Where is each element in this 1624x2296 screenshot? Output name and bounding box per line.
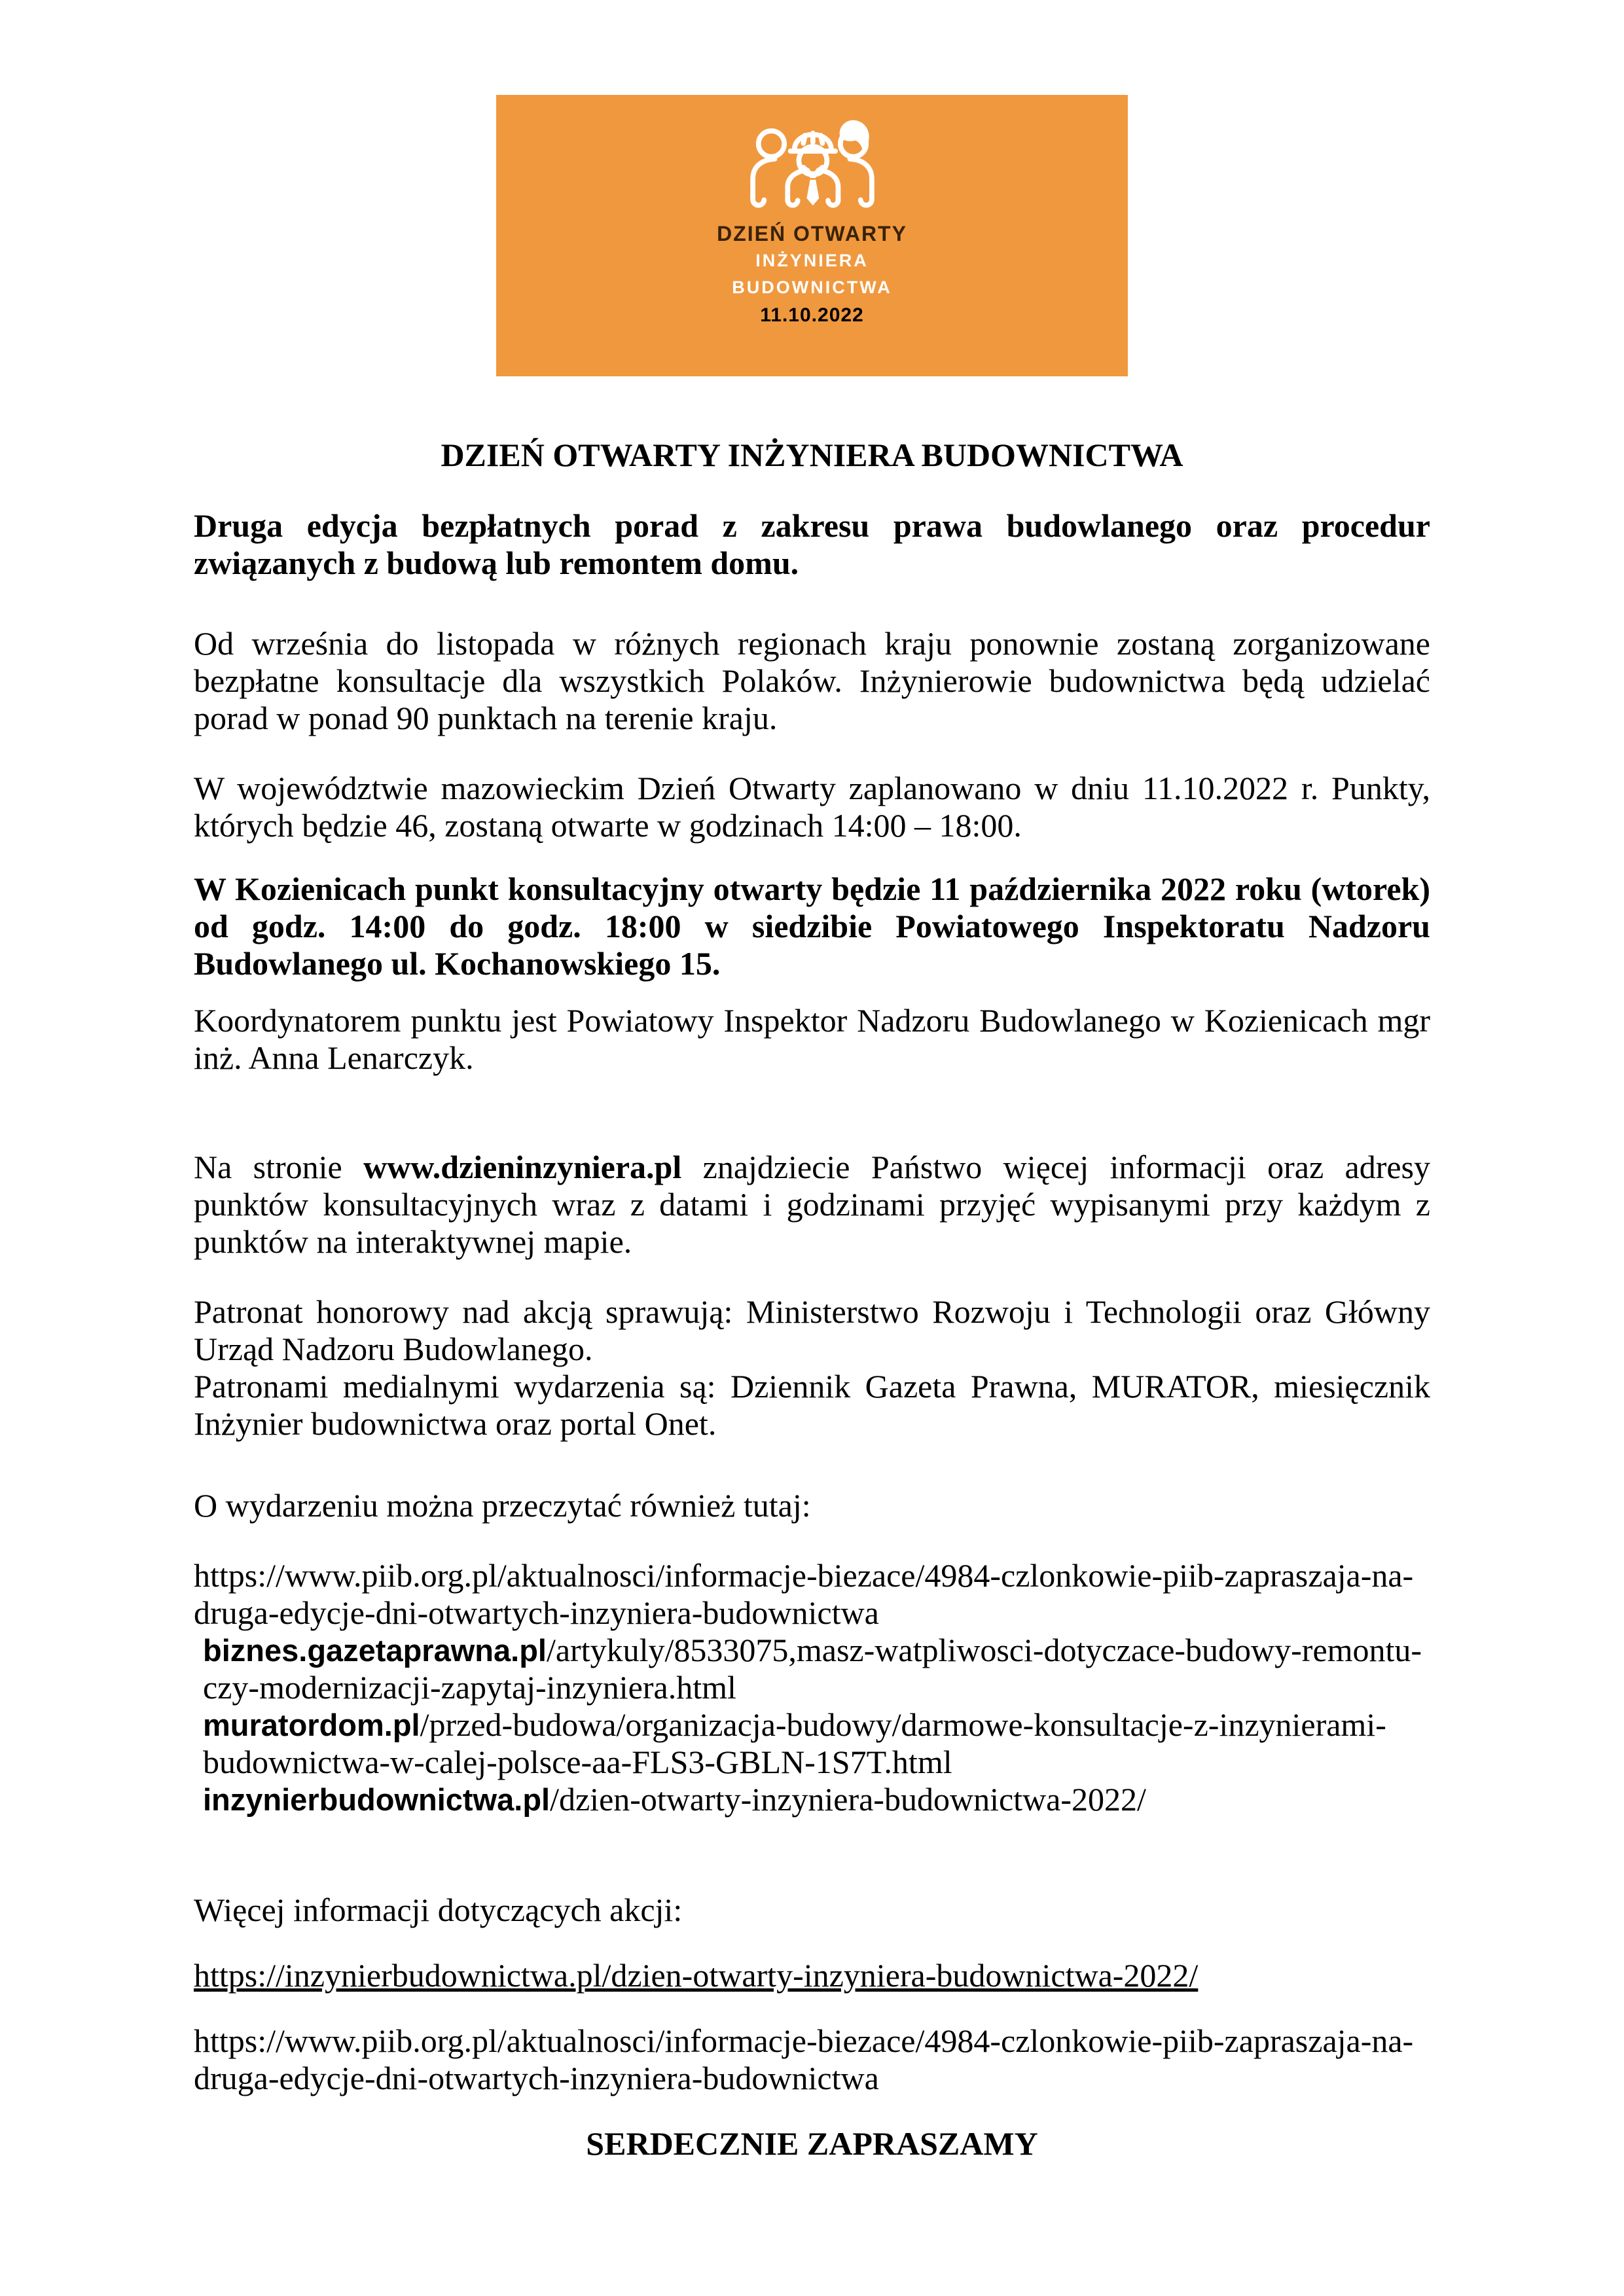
page-title: DZIEŃ OTWARTY INŻYNIERA BUDOWNICTWA	[441, 437, 1183, 473]
link-piib: https://www.piib.org.pl/aktualnosci/informacje-biezace/4984-czlonkowie-piib-zapraszaja-na-druga-edycje-dni-otwartych-inzyniera-budownictwa	[194, 1557, 1414, 1631]
link-muratordom	[194, 1706, 1430, 1781]
muratordom-path: /przed-budowa/organizacja-budowy/darmowe-konsultacje-z-inzynierami-budownictwa-w-calej-polsce-aa-FLS3-GBLN-1S7T.html	[203, 1706, 1386, 1780]
gazetaprawna-path: /artykuly/8533075,masz-watpliwosci-dotyczace-budowy-remontu-czy-modernizacji-zapytaj-inzyniera.html	[203, 1632, 1422, 1706]
paragraph-more-info: Więcej informacji dotyczących akcji:	[194, 1892, 683, 1928]
paragraph-intro-bold: Druga edycja bezpłatnych porad z zakresu prawa budowlanego oraz procedur związanych z budową lub remontem domu.	[194, 507, 1430, 581]
paragraph-koordynator: Koordynatorem punktu jest Powiatowy Inspektor Nadzoru Budowlanego w Kozienicach mgr inż. Anna Lenarczyk.	[194, 1002, 1430, 1076]
muratordom-domain: muratordom.pl	[203, 1708, 420, 1742]
gazetaprawna-domain: biznes.gazetaprawna.pl	[203, 1633, 547, 1668]
link-gazetaprawna	[194, 1632, 1430, 1706]
logo-subtitle-1: INŻYNIERA	[755, 251, 869, 270]
paragraph-read-more: O wydarzeniu można przeczytać również tutaj:	[194, 1487, 811, 1524]
link-piib-repeat: https://www.piib.org.pl/aktualnosci/informacje-biezace/4984-czlonkowie-piib-zapraszaja-na-druga-edycje-dni-otwartych-inzyniera-budownictwa	[194, 2022, 1414, 2096]
website-domain-bold: www.dzieninzyniera.pl	[363, 1149, 682, 1185]
logo-title: DZIEŃ OTWARTY	[717, 222, 907, 245]
closing-text: SERDECZNIE ZAPRASZAMY	[586, 2125, 1038, 2162]
inzynierbudownictwa-path: /dzien-otwarty-inzyniera-budownictwa-2022/	[550, 1781, 1146, 1818]
construction-team-icon	[743, 111, 882, 209]
paragraph-regions: Od września do listopada w różnych regionach kraju ponownie zostaną zorganizowane bezpłatne konsultacje dla wszystkich Polaków. Inżynierowie budownictwa będą udzielać porad w ponad 90 punktach na terenie kraju.	[194, 625, 1430, 736]
link-inzynierbudownictwa	[194, 1781, 1430, 1818]
paragraph-website	[194, 1149, 1430, 1261]
link-inzynierbudownictwa-hyperlink[interactable]: https://inzynierbudownictwa.pl/dzien-otwarty-inzyniera-budownictwa-2022/	[194, 1957, 1199, 1994]
website-text-prefix: Na stronie	[194, 1149, 364, 1185]
event-logo-banner	[496, 95, 1128, 376]
paragraph-patroni-medialni: Patronami medialnymi wydarzenia są: Dziennik Gazeta Prawna, MURATOR, miesięcznik Inżynier budownictwa oraz portal Onet.	[194, 1368, 1430, 1442]
inzynierbudownictwa-domain: inzynierbudownictwa.pl	[203, 1782, 550, 1817]
logo-date: 11.10.2022	[760, 304, 864, 326]
logo-subtitle-2: BUDOWNICTWA	[732, 278, 892, 297]
paragraph-kozienice-bold: W Kozienicach punkt konsultacyjny otwarty będzie 11 października 2022 roku (wtorek) od godz. 14:00 do godz. 18:00 w siedzibie Powiatowego Inspektoratu Nadzoru Budowlanego ul. Kochanowskiego 15.	[194, 870, 1430, 982]
website-text-suffix: znajdziecie Państwo więcej informacji oraz adresy punktów konsultacyjnych wraz z datami i godzinami przyjęć wypisanymi przy każdym z punktów na interaktywnej mapie.	[194, 1149, 1430, 1260]
paragraph-patronat: Patronat honorowy nad akcją sprawują: Ministerstwo Rozwoju i Technologii oraz Główny Urząd Nadzoru Budowlanego.	[194, 1293, 1430, 1367]
paragraph-mazowieckie: W województwie mazowieckim Dzień Otwarty zaplanowano w dniu 11.10.2022 r. Punkty, których będzie 46, zostaną otwarte w godzinach 14:00 – 18:00.	[194, 770, 1430, 844]
link-underlined-wrapper	[194, 1957, 1430, 1994]
